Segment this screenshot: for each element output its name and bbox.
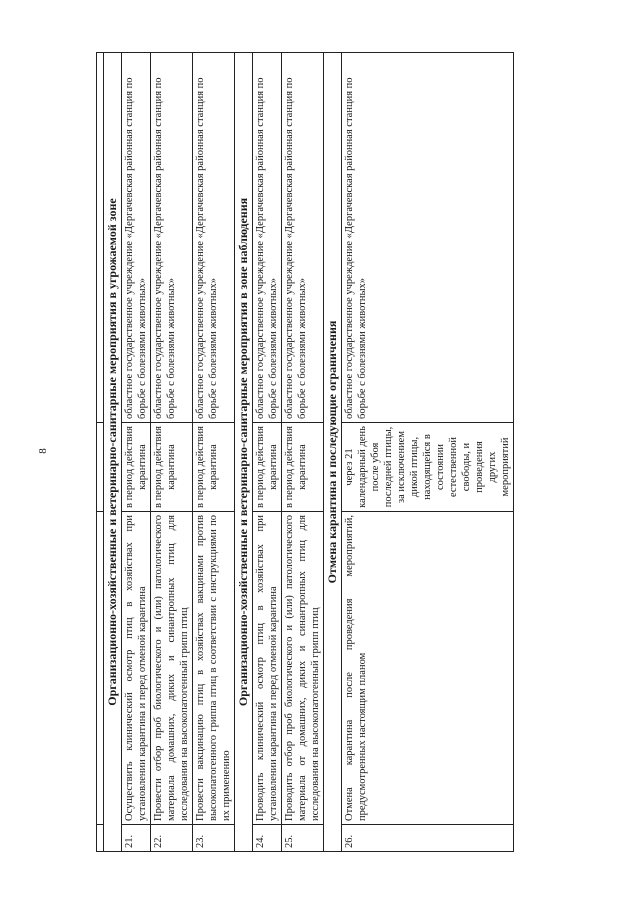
section-title: Организационно-хозяйственные и ветеринарно-санитарные мероприятия в угрожаемой зоне	[104, 53, 122, 852]
measures-table	[96, 52, 514, 852]
row-responsible: областное государственное учреждение «Дергачевская районная станция по борьбе с болезнями животных»	[122, 53, 151, 423]
row-action: Проводить клинический осмотр птиц в хозяйствах при установлении карантина и перед отменой карантина	[253, 512, 282, 825]
row-term: через 21 календарный день после убоя последней птицы, за исключением дикой птицы, находящейся в состоянии естественной свободы, и проведения других мероприятий	[342, 423, 514, 512]
row-action: Провести отбор проб биологического и (или) патологического материала домашних, диких и синантропных птиц для исследования на высокопатогенный грипп птиц	[151, 512, 193, 825]
row-action: Отмена карантина после проведения мероприятий, предусмотренных настоящим планом	[342, 512, 514, 825]
row-responsible: областное государственное учреждение «Дергачевская районная станция по борьбе с болезнями животных»	[253, 53, 282, 423]
section-header-threat-zone	[104, 53, 122, 852]
row-term: в период действия карантина	[193, 423, 235, 512]
table-row	[193, 53, 235, 852]
row-term: в период действия карантина	[122, 423, 151, 512]
row-action: Проводить отбор проб биологического и (или) патологического материала от домашних, диких и синантропных птиц для исследования на высокопатогенный грипп птиц	[282, 512, 324, 825]
row-action: Осуществить клинический осмотр птиц в хозяйствах при установлении карантина и перед отменой карантина	[122, 512, 151, 825]
table-row	[282, 53, 324, 852]
table-top-row	[97, 53, 104, 852]
table-row	[342, 53, 514, 852]
rotated-page	[96, 52, 511, 852]
table-row	[122, 53, 151, 852]
section-title: Отмена карантина и последующие ограничения	[324, 53, 342, 852]
row-term: в период действия карантина	[282, 423, 324, 512]
row-action: Провести вакцинацию птиц в хозяйствах вакцинами против высокопатогенного гриппа птиц в соответствии с инструкциями по их применению	[193, 512, 235, 825]
row-number: 26.	[342, 825, 514, 852]
table-row	[253, 53, 282, 852]
row-term: в период действия карантина	[151, 423, 193, 512]
row-term: в период действия карантина	[253, 423, 282, 512]
row-number: 25.	[282, 825, 324, 852]
row-number: 21.	[122, 825, 151, 852]
section-header-observation-zone	[235, 53, 253, 852]
section-title: Организационно-хозяйственные и ветеринарно-санитарные мероприятия в зоне наблюдения	[235, 53, 253, 852]
row-number: 22.	[151, 825, 193, 852]
section-header-quarantine-lift	[324, 53, 342, 852]
row-number: 24.	[253, 825, 282, 852]
table-row	[151, 53, 193, 852]
page-number: 8	[36, 448, 49, 454]
row-responsible: областное государственное учреждение «Дергачевская районная станция по борьбе с болезнями животных»	[193, 53, 235, 423]
row-responsible: областное государственное учреждение «Дергачевская районная станция по борьбе с болезнями животных»	[282, 53, 324, 423]
row-number: 23.	[193, 825, 235, 852]
row-responsible: областное государственное учреждение «Дергачевская районная станция по борьбе с болезнями животных»	[342, 53, 514, 423]
row-responsible: областное государственное учреждение «Дергачевская районная станция по борьбе с болезнями животных»	[151, 53, 193, 423]
